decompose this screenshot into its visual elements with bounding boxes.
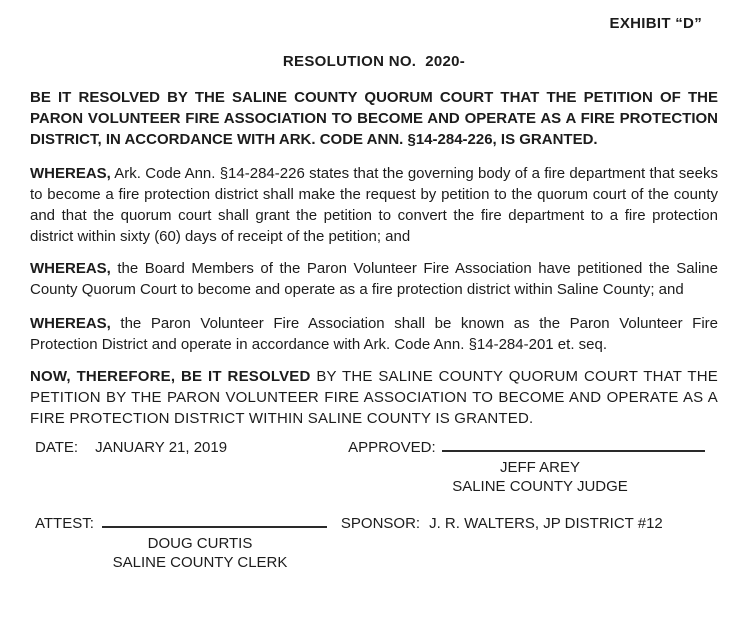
attest-label: ATTEST: [35,515,94,532]
whereas-1-bold: WHEREAS, [30,165,111,182]
sponsor-label: SPONSOR: [340,515,421,532]
attest-title: SALINE COUNTY CLERK [112,554,288,571]
whereas-2-bold: WHEREAS, [30,260,111,277]
resolution-clause-bold: BE IT RESOLVED BY THE SALINE COUNTY QUORUM COURT THAT THE PETITION OF THE PARON VOLUNTEER FIRE ASSOCIATION TO BECOME AND OPERATE AS A FIRE PROTECTION DISTRICT, IN ACCORDANCE WITH ARK. CODE ANN. §14-284-226, IS GRANTED. [30,89,718,148]
approved-signature-block [405,458,675,496]
date-approved-row [30,435,718,458]
whereas-3-text: the Paron Volunteer Fire Association shall be known as the Paron Volunteer Fire Protection District and operate in accordance with Ark. Code Ann. §14-284-201 et. seq. [30,315,718,353]
now-therefore-text: BY THE SALINE COUNTY QUORUM COURT THAT THE PETITION BY THE PARON VOLUNTEER FIRE ASSOCIATION TO BECOME AND OPERATE AS A FIRE PROTECTION DISTRICT WITHIN SALINE COUNTY IS GRANTED. [30,368,718,427]
exhibit-label: EXHIBIT “D” [609,15,702,32]
resolution-title: RESOLUTION NO. 2020- [282,53,466,70]
whereas-clause-2 [30,258,718,300]
whereas-1-text: Ark. Code Ann. §14-284-226 states that the governing body of a fire department that seeks to become a fire protection district shall make the request by petition to the quorum court of the county and that the quorum court shall grant the petition to convert the fire department to a fire protection district within sixty (60) days of receipt of the petition; and [30,165,718,245]
approved-label: APPROVED: [348,439,436,456]
date-label: DATE: [35,439,79,456]
approved-signature-line [442,435,705,452]
resolution-clause [30,87,718,150]
whereas-2-text: the Board Members of the Paron Volunteer Fire Association have petitioned the Saline County Quorum Court to become and operate as a fire protection district within Saline County; and [30,260,718,298]
now-therefore-clause [30,366,718,429]
date-value: JANUARY 21, 2019 [95,439,228,456]
sponsor-value: J. R. WALTERS, JP DISTRICT #12 [429,515,663,532]
attest-name: DOUG CURTIS [147,535,253,552]
approved-title: SALINE COUNTY JUDGE [452,478,628,495]
attest-sponsor-row [30,511,718,534]
approved-name: JEFF AREY [499,459,581,476]
whereas-clause-3 [30,313,718,355]
whereas-3-bold: WHEREAS, [30,315,111,332]
attest-signature-block [65,534,335,572]
now-therefore-bold: NOW, THEREFORE, BE IT RESOLVED [30,368,311,385]
attest-signature-line [102,511,327,528]
whereas-clause-1 [30,163,718,247]
